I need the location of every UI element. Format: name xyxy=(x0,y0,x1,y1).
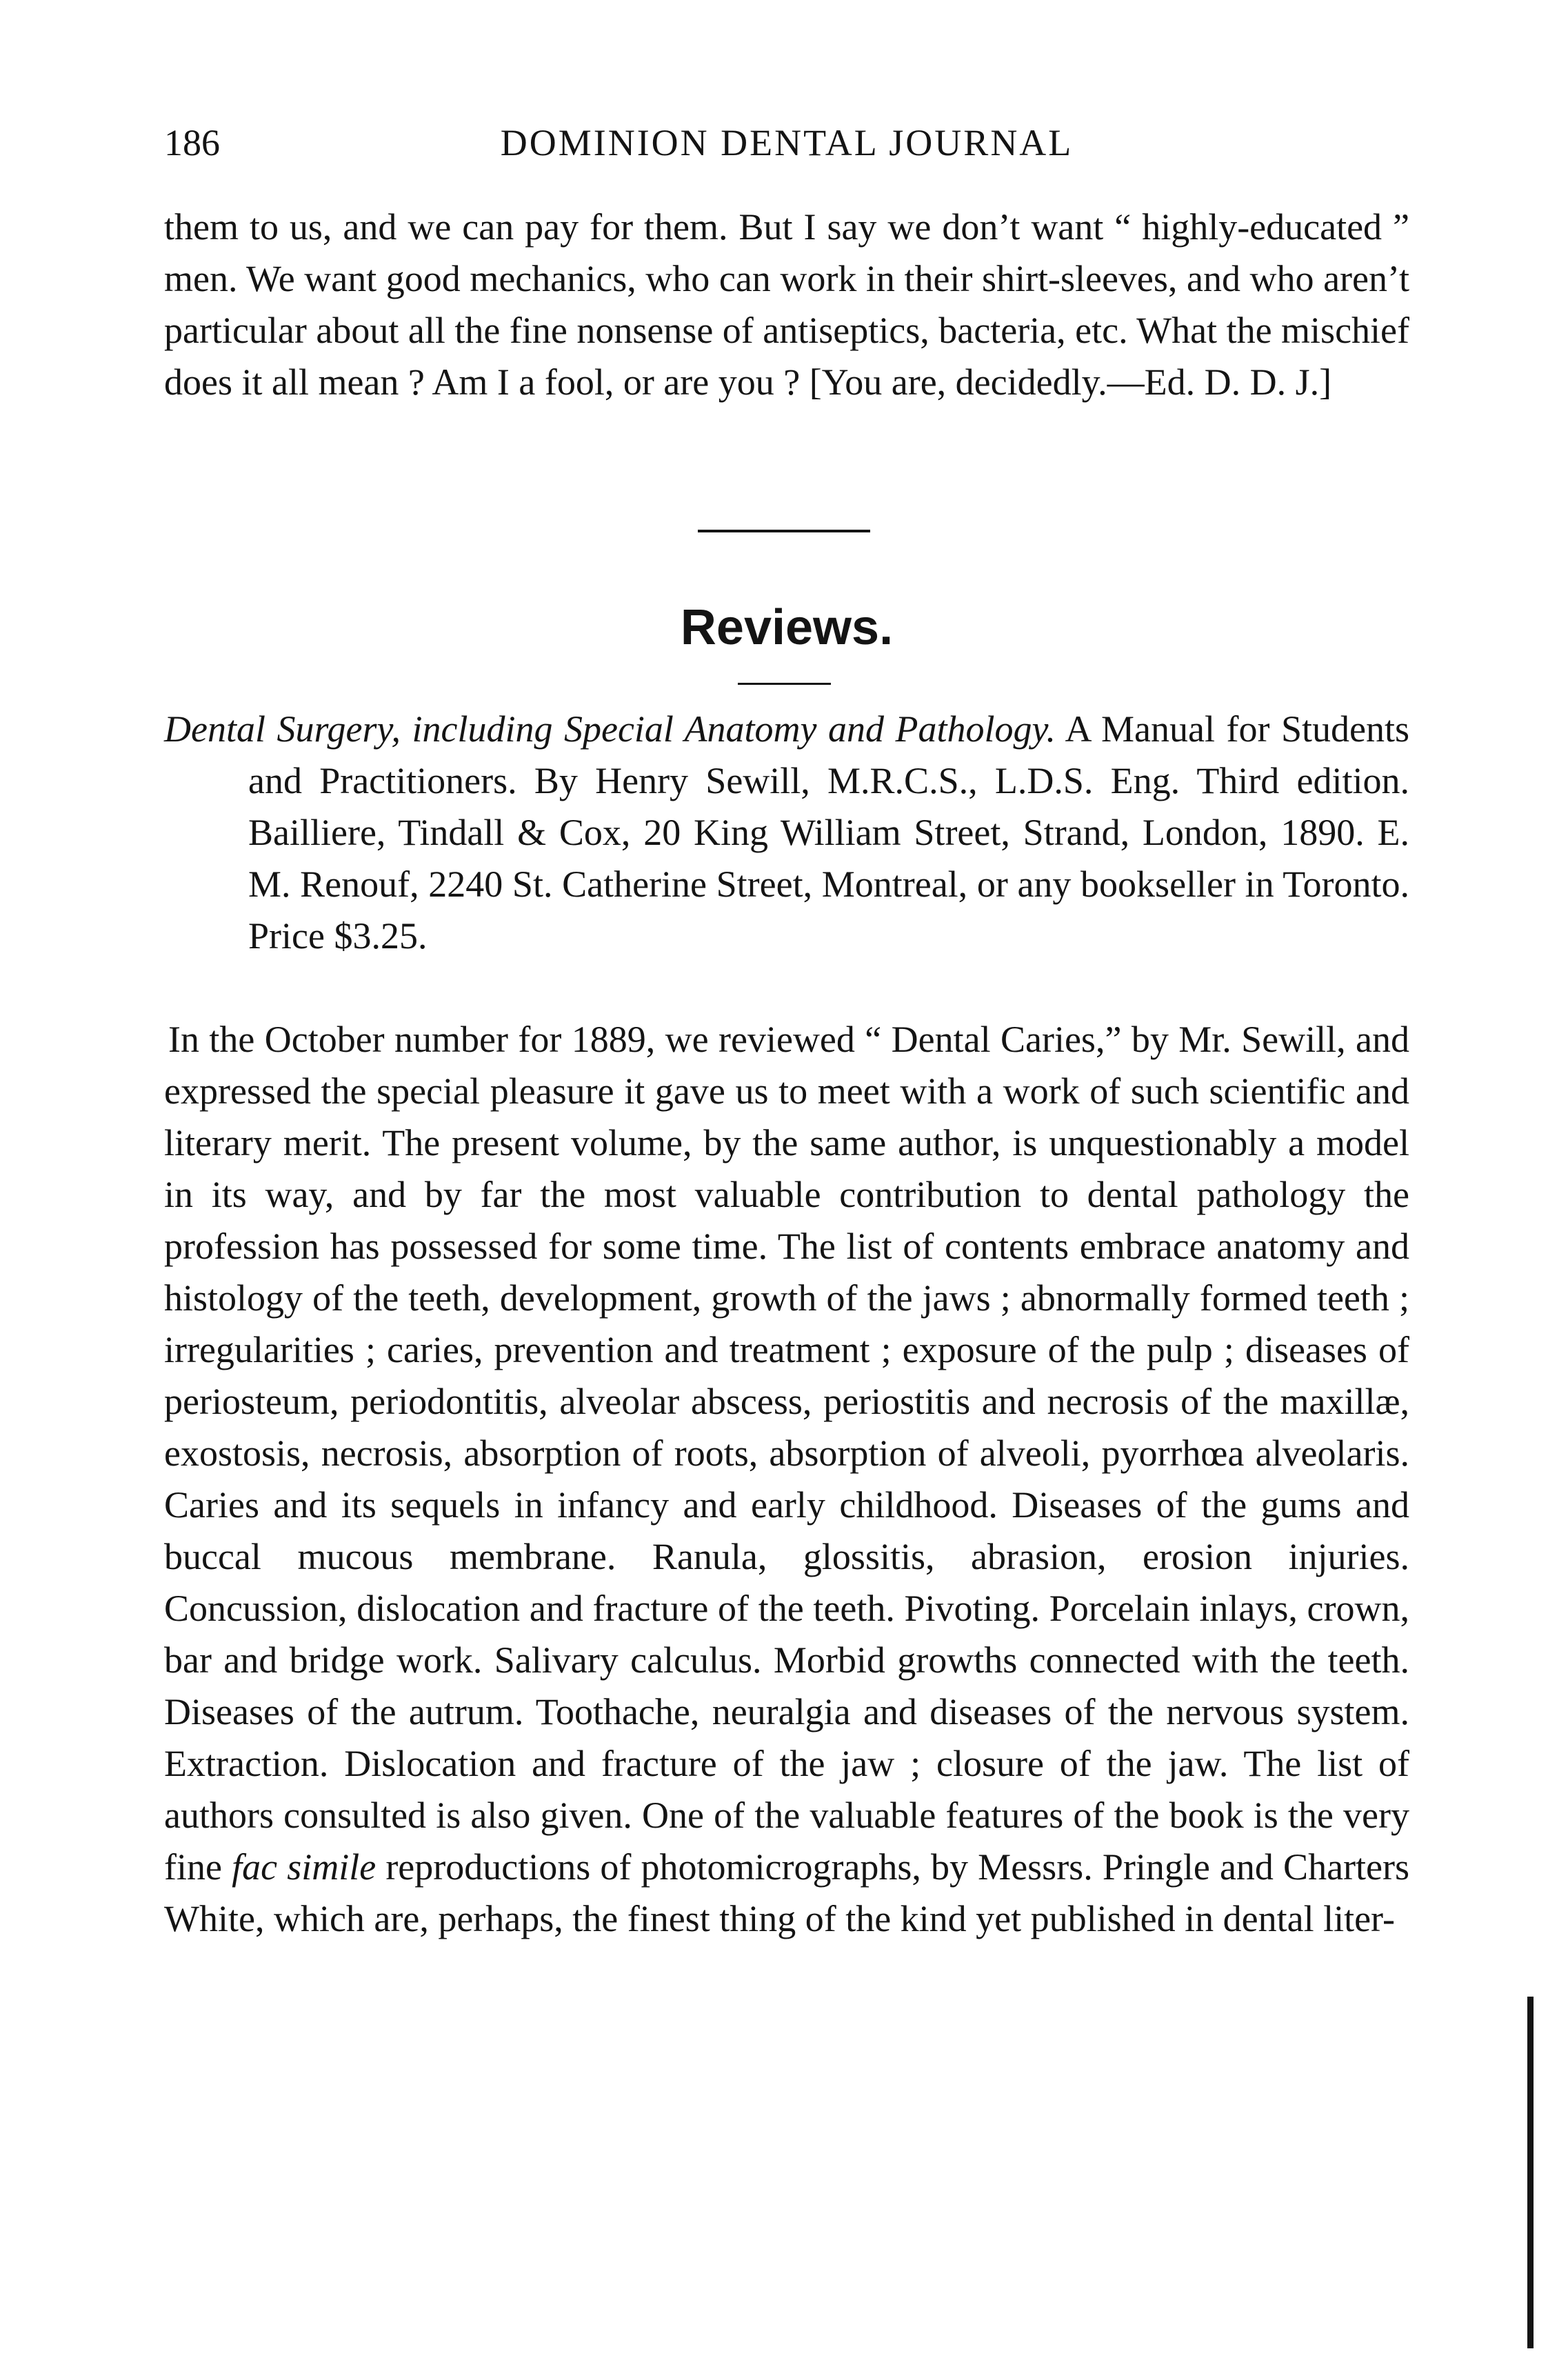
running-title: DOMINION DENTAL JOURNAL xyxy=(500,122,1074,163)
review-text-part2: reproductions of photomicrographs, by Messrs. Pringle and Charters White, which are, perhaps, the finest thing of the kind yet published in dental liter- xyxy=(164,1846,1409,1939)
review-text-part1: In the October number for 1889, we reviewed “ Dental Caries,” by Mr. Sewill, and expressed the special pleasure it gave us to meet with a work of such scientific and literary merit. The present volume, by the same author, is unquestionably a model in its way, and by far the most valuable contribution to dental pathology the profession has possessed for some time. The list of contents embrace anatomy and histology of the teeth, development, growth of the jaws ; abnormally formed teeth ; irregularities ; caries, prevention and treatment ; exposure of the pulp ; diseases of periosteum, periodontitis, alveolar abscess, periostitis and necrosis of the maxillæ, exostosis, necrosis, absorption of roots, absorption of alveoli, pyorrhœa alveolaris. Caries and its sequels in infancy and early childhood. Diseases of the gums and buccal mucous membrane. Ranula, glossitis, abrasion, erosion injuries. Concussion, dislocation and fracture of the teeth. Pivoting. Porcelain inlays, crown, bar and bridge work. Salivary calculus. Morbid growths connected with the teeth. Diseases of the autrum. Toothache, neuralgia and diseases of the nervous system. Extraction. Dislocation and fracture of the jaw ; closure of the jaw. The list of authors consulted is also given. One of the valuable features of the book is the very fine xyxy=(164,1019,1409,1888)
citation-details: A Manual for Students and Practitioners. By Henry Sewill, M.R.C.S., L.D.S. Eng. Third edition. Bailliere, Tindall & Cox, 20 King William Street, Strand, London, 1890. E. M. Renouf, 2240 St. Catherine Street, Montreal, or any bookseller in Toronto. Price $3.25. xyxy=(248,708,1410,957)
continued-paragraph: them to us, and we can pay for them. But I say we don’t want “ highly-educated ” men. We want good mechanics, who can work in their shirt-sleeves, and who aren’t particular about all the fine nonsense of antiseptics, bacteria, etc. What the mischief does it all mean ? Am I a fool, or are you ? [You are, decidedly.—Ed. D. D. J.] xyxy=(164,206,1409,403)
italic-term: fac simile xyxy=(232,1846,376,1888)
section-divider xyxy=(698,530,870,532)
margin-bar xyxy=(1527,1997,1534,2348)
title-underline xyxy=(738,683,831,685)
section-title: Reviews. xyxy=(680,600,894,655)
running-header xyxy=(164,117,1409,168)
review-paragraph xyxy=(164,1014,1409,1945)
page-number: 186 xyxy=(164,122,220,163)
book-citation xyxy=(164,703,1409,962)
book-title: Dental Surgery, including Special Anatomy and Pathology. xyxy=(164,708,1056,750)
